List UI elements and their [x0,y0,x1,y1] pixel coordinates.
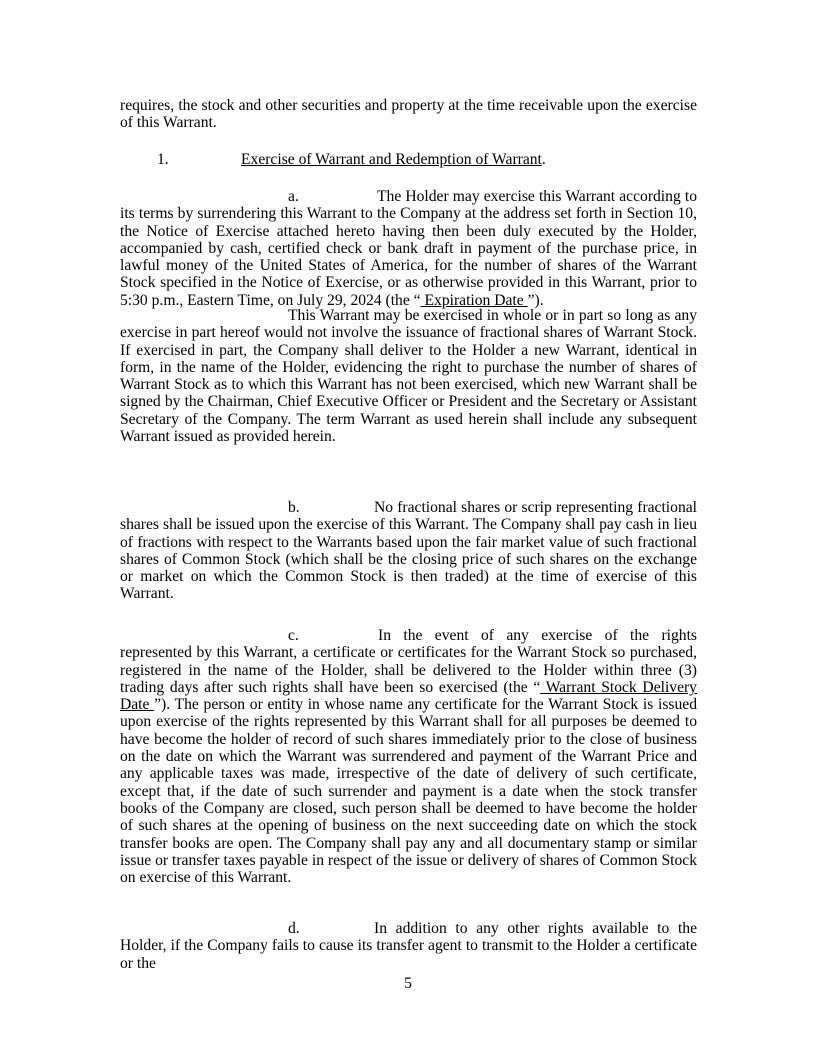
page-number: 5 [404,975,412,992]
paragraph-d-label: d. [288,920,300,937]
section-title-text: Exercise of Warrant and Redemption of Warrant [241,151,542,168]
defined-term-expiration-date: Expiration Date [420,291,528,309]
continuation-paragraph: requires, the stock and other securities and property at the time receivable upon the exercise of this Warrant. [120,97,697,132]
paragraph-c-text: In the event of any exercise of the rights represented by this Warrant, a certificate or certificates for the Warrant Stock so purchased, registered in the name of the Holder, shall be delivered to the Holder within three (3) trading days after such rights shall have been so exercised (the “ [120,627,697,696]
section-title-period: . [541,151,546,168]
paragraph-b [120,499,697,603]
paragraph-b-label: b. [288,499,300,516]
paragraph-a-label: a. [288,188,299,205]
paragraph-d [120,920,697,972]
section-heading [0,151,816,169]
paragraph-a-text: The Holder may exercise this Warrant according to its terms by surrendering this Warrant to the Company at the address set forth in Section 10, the Notice of Exercise attached hereto having then been duly executed by the Holder, accompanied by cash, certified check or bank draft in payment of the purchase price, in lawful money of the United States of America, for the number of shares of the Warrant Stock specified in the Notice of Exercise, or as otherwise provided in this Warrant, prior to 5:30 p.m., Eastern Time, on July 29, 2024 (the “ [120,188,697,309]
section-title [241,151,546,168]
paragraph-b-text: No fractional shares or scrip representing fractional shares shall be issued upon the exercise of this Warrant. The Company shall pay cash in lieu of fractions with respect to the Warrants based upon the fair market value of such fractional shares of Common Stock (which shall be the closing price of such shares on the exchange or market on which the Common Stock is then traded) at the time of exercise of this Warrant. [120,499,697,603]
paragraph-a-continued: This Warrant may be exercised in whole or in part so long as any exercise in part hereof would not involve the issuance of fractional shares of Warrant Stock. If exercised in part, the Company shall deliver to the Holder a new Warrant, identical in form, in the name of the Holder, evidencing the right to purchase the number of shares of Warrant Stock as to which this Warrant has not been exercised, which new Warrant shall be signed by the Chairman, Chief Executive Officer or President and the Secretary or Assistant Secretary of the Company. The term Warrant as used herein shall include any subsequent Warrant issued as provided herein. [120,307,697,446]
paragraph-a [120,188,697,309]
paragraph-d-text: In addition to any other rights available to the Holder, if the Company fails to cause its transfer agent to transmit to the Holder a certificate or the [120,920,697,972]
section-number: 1. [157,151,169,168]
paragraph-c [120,627,697,886]
paragraph-c-label: c. [288,627,299,644]
paragraph-c-text-end: ”). The person or entity in whose name any certificate for the Warrant Stock is issued upon exercise of the rights represented by this Warrant shall for all purposes be deemed to have become the holder of record of such shares immediately prior to the close of business on the date on which the Warrant was surrendered and payment of the Warrant Price and any applicable taxes was made, irrespective of the date of delivery of such certificate, except that, if the date of such surrender and payment is a date when the stock transfer books of the Company are closed, such person shall be deemed to have become the holder of such shares at the opening of business on the next succeeding date on which the stock transfer books are open. The Company shall pay any and all documentary stamp or similar issue or transfer taxes payable in respect of the issue or delivery of shares of Common Stock on exercise of this Warrant. [120,696,697,887]
paragraph-a-text-end: ”). [527,291,544,309]
defined-term-warrant-stock-delivery-date: Warrant Stock Delivery Date [120,678,697,714]
